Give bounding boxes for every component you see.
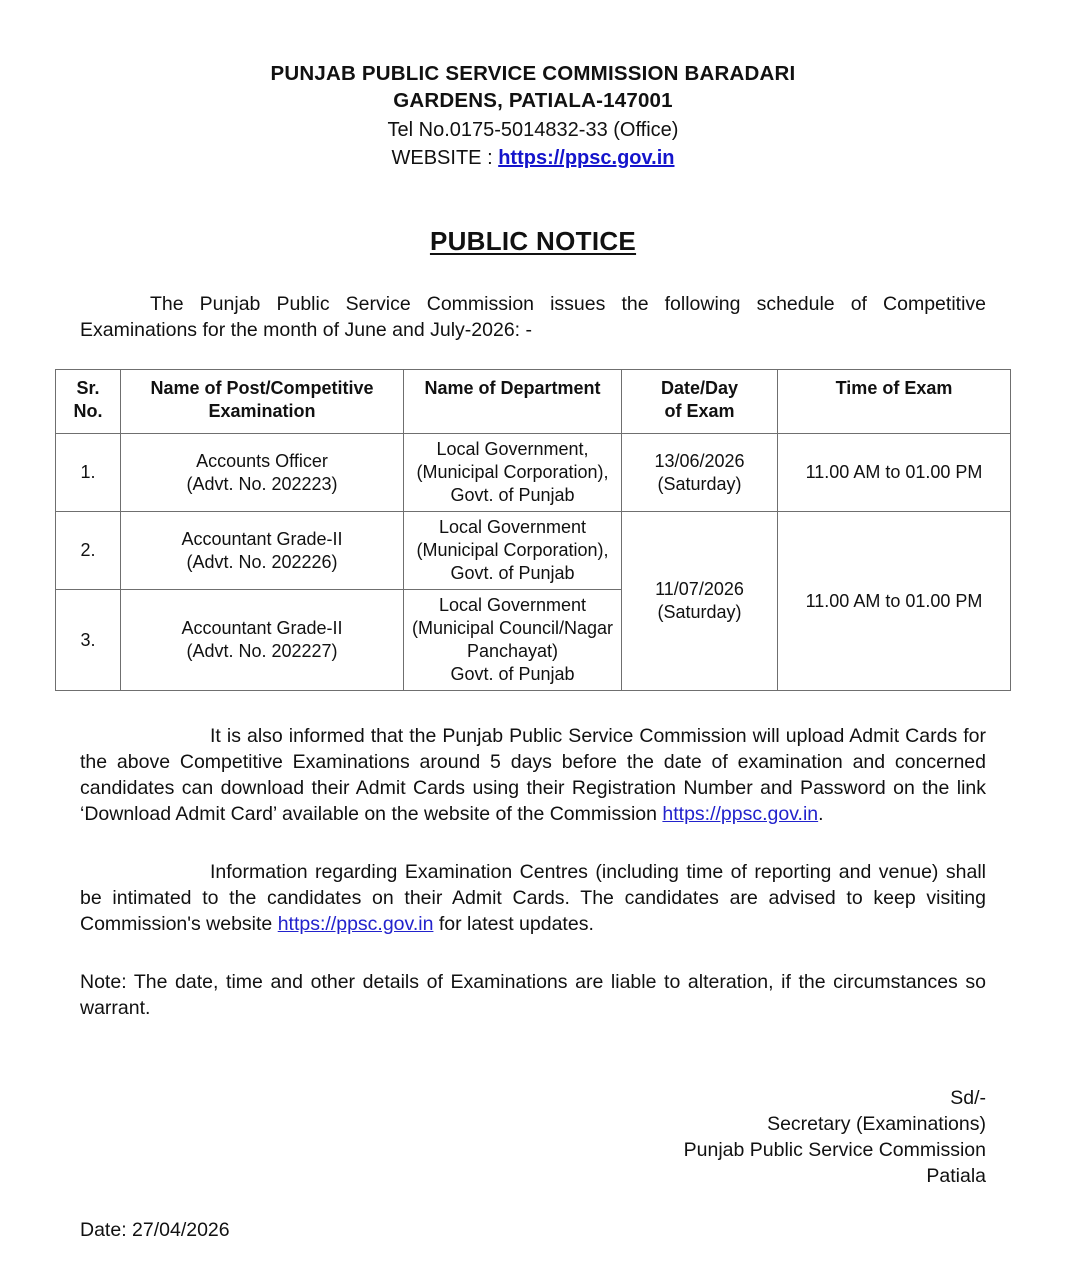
cell-date-line2: (Saturday) xyxy=(657,473,742,494)
table-row xyxy=(56,434,1011,512)
cell-date-line1: 13/06/2026 xyxy=(654,450,745,471)
header-date-line1: Date/Day xyxy=(660,378,739,398)
body-section xyxy=(80,723,986,1021)
page-title: PUBLIC NOTICE xyxy=(429,226,637,256)
cell-date-merged xyxy=(622,512,778,691)
signature-block xyxy=(80,1085,986,1189)
cell-sr-no: 2. xyxy=(56,512,121,590)
organisation-address-line2: GARDENS, PATIALA-147001 xyxy=(393,89,673,112)
header-date xyxy=(622,370,778,434)
cell-dept-line2: (Municipal Council/Nagar xyxy=(411,618,614,638)
website-label: WEBSITE : xyxy=(391,147,499,169)
cell-department xyxy=(404,512,622,590)
header-date-line2: of Exam xyxy=(664,401,735,421)
cell-dept-line3: Govt. of Punjab xyxy=(450,485,575,505)
intro-paragraph: The Punjab Public Service Commission issues the following schedule of Competitive Examinations for the month of June and July-2026: - xyxy=(80,293,986,341)
exam-centres-website-link[interactable]: https://ppsc.gov.in xyxy=(277,913,434,935)
cell-time-merged: 11.00 AM to 01.00 PM xyxy=(778,512,1011,691)
cell-time: 11.00 AM to 01.00 PM xyxy=(778,434,1011,512)
cell-post-line1: Accounts Officer xyxy=(196,450,328,471)
cell-dept-line3: Panchayat) xyxy=(466,641,559,661)
cell-dept-line1: Local Government, xyxy=(436,439,589,459)
exam-centres-text-part1: Information regarding Examination Centres (including time of reporting and venue) shall be intimated to the candidates on their Admit Cards. The candidates are advised to keep visiting Commission's website xyxy=(80,861,986,935)
website-link[interactable]: https://ppsc.gov.in xyxy=(498,147,675,169)
header-sr-no xyxy=(56,370,121,434)
intro-section xyxy=(80,291,986,343)
admit-cards-text-part2: . xyxy=(818,803,824,825)
cell-post xyxy=(121,590,404,691)
exam-schedule-table xyxy=(55,369,1011,691)
signature-designation: Secretary (Examinations) xyxy=(767,1113,986,1135)
exam-centres-text-part2: for latest updates. xyxy=(433,913,594,935)
cell-post-line2: (Advt. No. 202226) xyxy=(186,551,338,572)
exam-centres-paragraph xyxy=(80,859,986,937)
website-line xyxy=(0,144,1066,172)
cell-post xyxy=(121,512,404,590)
cell-post-line1: Accountant Grade-II xyxy=(181,618,343,638)
cell-dept-line4: Govt. of Punjab xyxy=(450,664,575,684)
note-paragraph: Note: The date, time and other details of Examinations are liable to alteration, if the circumstances so warrant. xyxy=(80,971,986,1019)
admit-cards-website-link[interactable]: https://ppsc.gov.in xyxy=(662,803,819,825)
header-time: Time of Exam xyxy=(778,370,1011,434)
cell-sr-no: 1. xyxy=(56,434,121,512)
header-post: Name of Post/Competitive Examination xyxy=(121,370,404,434)
cell-date-line2: (Saturday) xyxy=(657,602,742,622)
cell-dept-line2: (Municipal Corporation), xyxy=(416,462,609,482)
cell-date-line1: 11/07/2026 xyxy=(655,579,744,599)
cell-post-line1: Accountant Grade-II xyxy=(181,528,343,549)
header-sr-no-line1: Sr. xyxy=(76,378,100,398)
cell-date xyxy=(622,434,778,512)
admit-cards-text-part1: It is also informed that the Punjab Public Service Commission will upload Admit Cards for the above Competitive Examinations around 5 days before the date of examination and concerned candidates can download their Admit Cards using their Registration Number and Password on the link ‘Download Admit Card’ available on the website of the Commission xyxy=(80,725,986,825)
signature-sd: Sd/- xyxy=(950,1087,986,1109)
cell-department xyxy=(404,434,622,512)
cell-post-line2: (Advt. No. 202227) xyxy=(186,641,338,661)
cell-department xyxy=(404,590,622,691)
cell-dept-line2: (Municipal Corporation), xyxy=(416,540,609,560)
cell-dept-line3: Govt. of Punjab xyxy=(450,563,575,583)
letterhead xyxy=(0,0,1066,172)
cell-sr-no: 3. xyxy=(56,590,121,691)
cell-post-line2: (Advt. No. 202223) xyxy=(186,473,338,494)
table-row xyxy=(56,512,1011,590)
header-sr-no-line2: No. xyxy=(73,401,103,421)
signature-city: Patiala xyxy=(926,1165,986,1187)
telephone-line: Tel No.0175-5014832-33 (Office) xyxy=(387,119,679,141)
cell-dept-line1: Local Government xyxy=(438,595,587,615)
signature-organisation: Punjab Public Service Commission xyxy=(683,1139,986,1161)
organisation-name-line1: PUNJAB PUBLIC SERVICE COMMISSION BARADARI xyxy=(270,62,796,85)
cell-post xyxy=(121,434,404,512)
admit-cards-paragraph xyxy=(80,723,986,827)
table-header-row xyxy=(56,370,1011,434)
cell-dept-line1: Local Government xyxy=(438,517,587,537)
header-department: Name of Department xyxy=(404,370,622,434)
document-date: Date: 27/04/2026 xyxy=(80,1219,230,1241)
